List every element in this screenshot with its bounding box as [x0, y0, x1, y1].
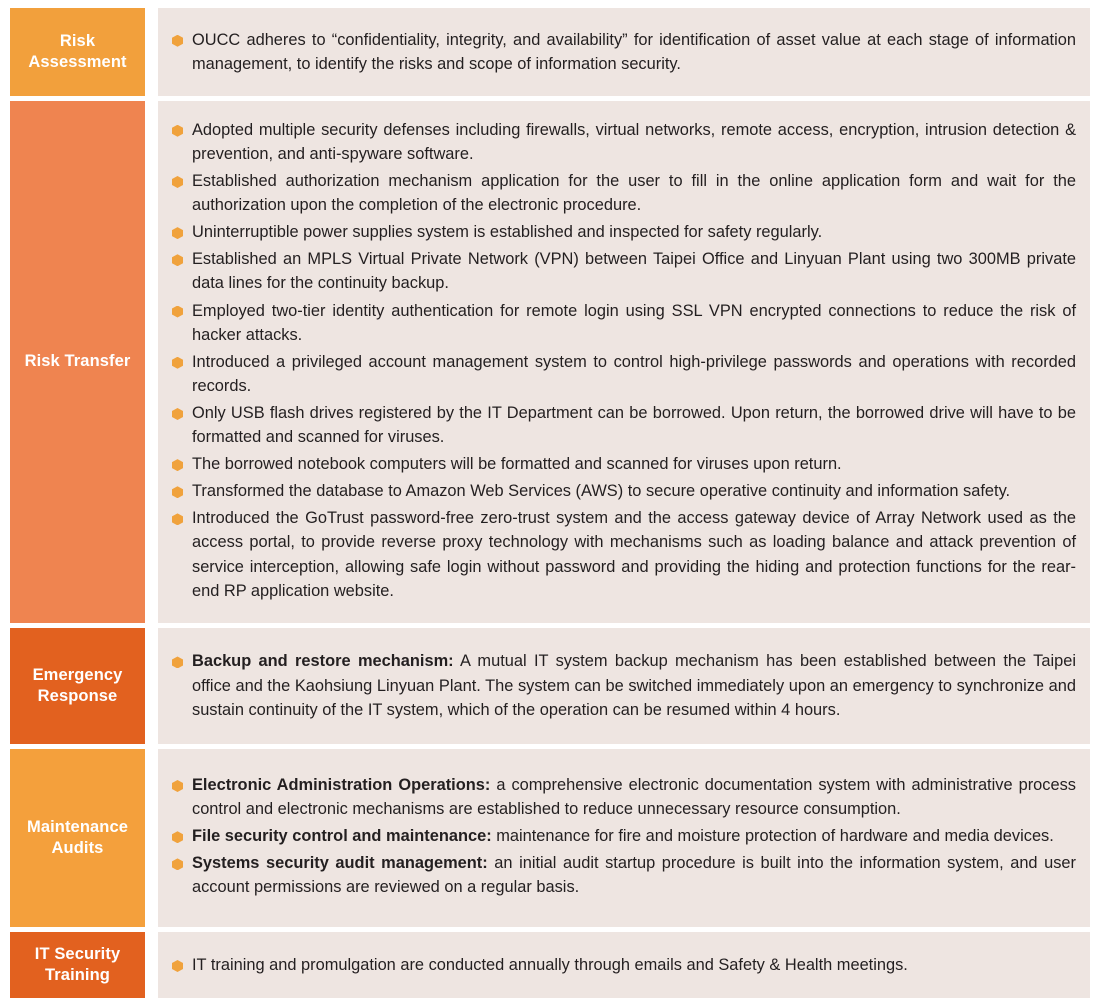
bullet-lead: Electronic Administration Operations:	[192, 776, 491, 795]
bullet-text: Introduced a privileged account management system to control high-privilege passwords and operations with recorded records.	[192, 352, 1076, 395]
row-body-risk-assessment	[158, 8, 1090, 96]
list-item	[170, 649, 1076, 721]
bullet-text: an initial audit startup procedure is built into the information system, and user account permissions are reviewed on a regular basis.	[192, 854, 1077, 897]
bullet-text: Uninterruptible power supplies system is established and inspected for safety regularly.	[192, 223, 823, 242]
hexagon-bullet-icon	[172, 357, 183, 369]
list-item	[170, 479, 1076, 503]
hexagon-bullet-icon	[172, 513, 183, 525]
bullet-lead: File security control and maintenance:	[192, 827, 492, 846]
row-label-emergency-response	[10, 628, 145, 744]
row-label-text: Risk Transfer	[24, 352, 131, 371]
row-body-maintenance-audits	[158, 749, 1090, 928]
hexagon-bullet-icon	[172, 176, 183, 188]
row-body-it-security-training	[158, 932, 1090, 998]
table-row	[10, 628, 1090, 744]
list-item	[170, 506, 1076, 602]
list-item	[170, 28, 1076, 76]
row-label-text: Maintenance Audits	[26, 817, 129, 857]
list-item	[170, 299, 1076, 347]
bullet-text: Employed two-tier identity authentication for remote login using SSL VPN encrypted connections to reduce the risk of hacker attacks.	[192, 301, 1076, 344]
list-item	[170, 169, 1076, 217]
bullet-text: Introduced the GoTrust password-free zero-trust system and the access gateway device of Array Network used as the access portal, to provide reverse proxy technology with mechanisms such as loading balance and attack prevention of service interception, allowing safe login without password and providing the hiding and protection functions for the rear-end RP application website.	[192, 509, 1076, 600]
list-item	[170, 773, 1076, 821]
bullet-text: Established authorization mechanism application for the user to fill in the online application form and wait for the authorization upon the completion of the electronic procedure.	[192, 171, 1076, 215]
hexagon-bullet-icon	[172, 306, 183, 318]
list-item	[170, 247, 1076, 295]
hexagon-bullet-icon	[172, 831, 183, 843]
list-item	[170, 452, 1076, 476]
list-item	[170, 350, 1076, 398]
bullet-text: Established an MPLS Virtual Private Network (VPN) between Taipei Office and Linyuan Plant using two 300MB private data lines for the continuity backup.	[192, 250, 1076, 293]
bullet-text: IT training and promulgation are conducted annually through emails and Safety & Health meetings.	[192, 956, 908, 974]
bullet-text: Adopted multiple security defenses including firewalls, virtual networks, remote access, encryption, intrusion detection & prevention, and anti-spyware software.	[192, 120, 1076, 163]
bullet-lead: Backup and restore mechanism:	[192, 652, 454, 671]
bullet-list	[170, 649, 1076, 721]
bullet-text: A mutual IT system backup mechanism has been established between the Taipei office and the Kaohsiung Linyuan Plant. The system can be switched immediately upon an emergency to synchronize and sustain continuity of the IT system, which of the operation can be resumed within 4 hours.	[192, 652, 1076, 719]
bullet-lead: Systems security audit management:	[192, 854, 488, 873]
table-row	[10, 932, 1090, 998]
bullet-text: a comprehensive electronic documentation system with administrative process control and electronic mechanisms are established to reduce unnecessary resource consumption.	[192, 776, 1076, 819]
hexagon-bullet-icon	[172, 227, 183, 239]
hexagon-bullet-icon	[172, 960, 183, 972]
bullet-text: OUCC adheres to “confidentiality, integrity, and availability” for identification of asset value at each stage of information management, to identify the risks and scope of information security.	[192, 30, 1076, 73]
list-item	[170, 401, 1076, 449]
hexagon-bullet-icon	[172, 656, 183, 668]
row-label-maintenance-audits	[10, 749, 145, 928]
bullet-list	[170, 118, 1076, 606]
row-label-it-security-training	[10, 932, 145, 998]
row-label-text: Emergency Response	[32, 665, 123, 705]
row-label-risk-transfer	[10, 101, 145, 623]
bullet-list	[170, 953, 1076, 977]
row-body-risk-transfer	[158, 101, 1090, 623]
hexagon-bullet-icon	[172, 858, 183, 870]
list-item	[170, 220, 1076, 244]
table-row	[10, 749, 1090, 928]
row-label-text: Risk Assessment	[28, 31, 127, 71]
bullet-text: Transformed the database to Amazon Web Services (AWS) to secure operative continuity and information safety.	[192, 482, 1011, 501]
list-item	[170, 118, 1076, 166]
hexagon-bullet-icon	[172, 780, 183, 792]
bullet-text: The borrowed notebook computers will be formatted and scanned for viruses upon return.	[192, 455, 842, 474]
bullet-text: maintenance for fire and moisture protection of hardware and media devices.	[491, 827, 1054, 846]
bullet-list	[170, 773, 1076, 903]
hexagon-bullet-icon	[172, 254, 183, 266]
table-row	[10, 8, 1090, 96]
list-item	[170, 851, 1076, 899]
row-body-emergency-response	[158, 628, 1090, 744]
hexagon-bullet-icon	[172, 125, 183, 137]
table-row	[10, 101, 1090, 623]
bullet-text: Only USB flash drives registered by the IT Department can be borrowed. Upon return, the borrowed drive will have to be formatted and scanned for viruses.	[192, 403, 1076, 447]
row-label-risk-assessment	[10, 8, 145, 96]
row-label-text: IT Security Training	[34, 944, 121, 985]
bullet-list	[170, 28, 1076, 76]
list-item	[170, 953, 1076, 977]
hexagon-bullet-icon	[172, 486, 183, 498]
hexagon-bullet-icon	[172, 459, 183, 471]
hexagon-bullet-icon	[172, 35, 183, 47]
hexagon-bullet-icon	[172, 408, 183, 420]
list-item	[170, 824, 1076, 848]
